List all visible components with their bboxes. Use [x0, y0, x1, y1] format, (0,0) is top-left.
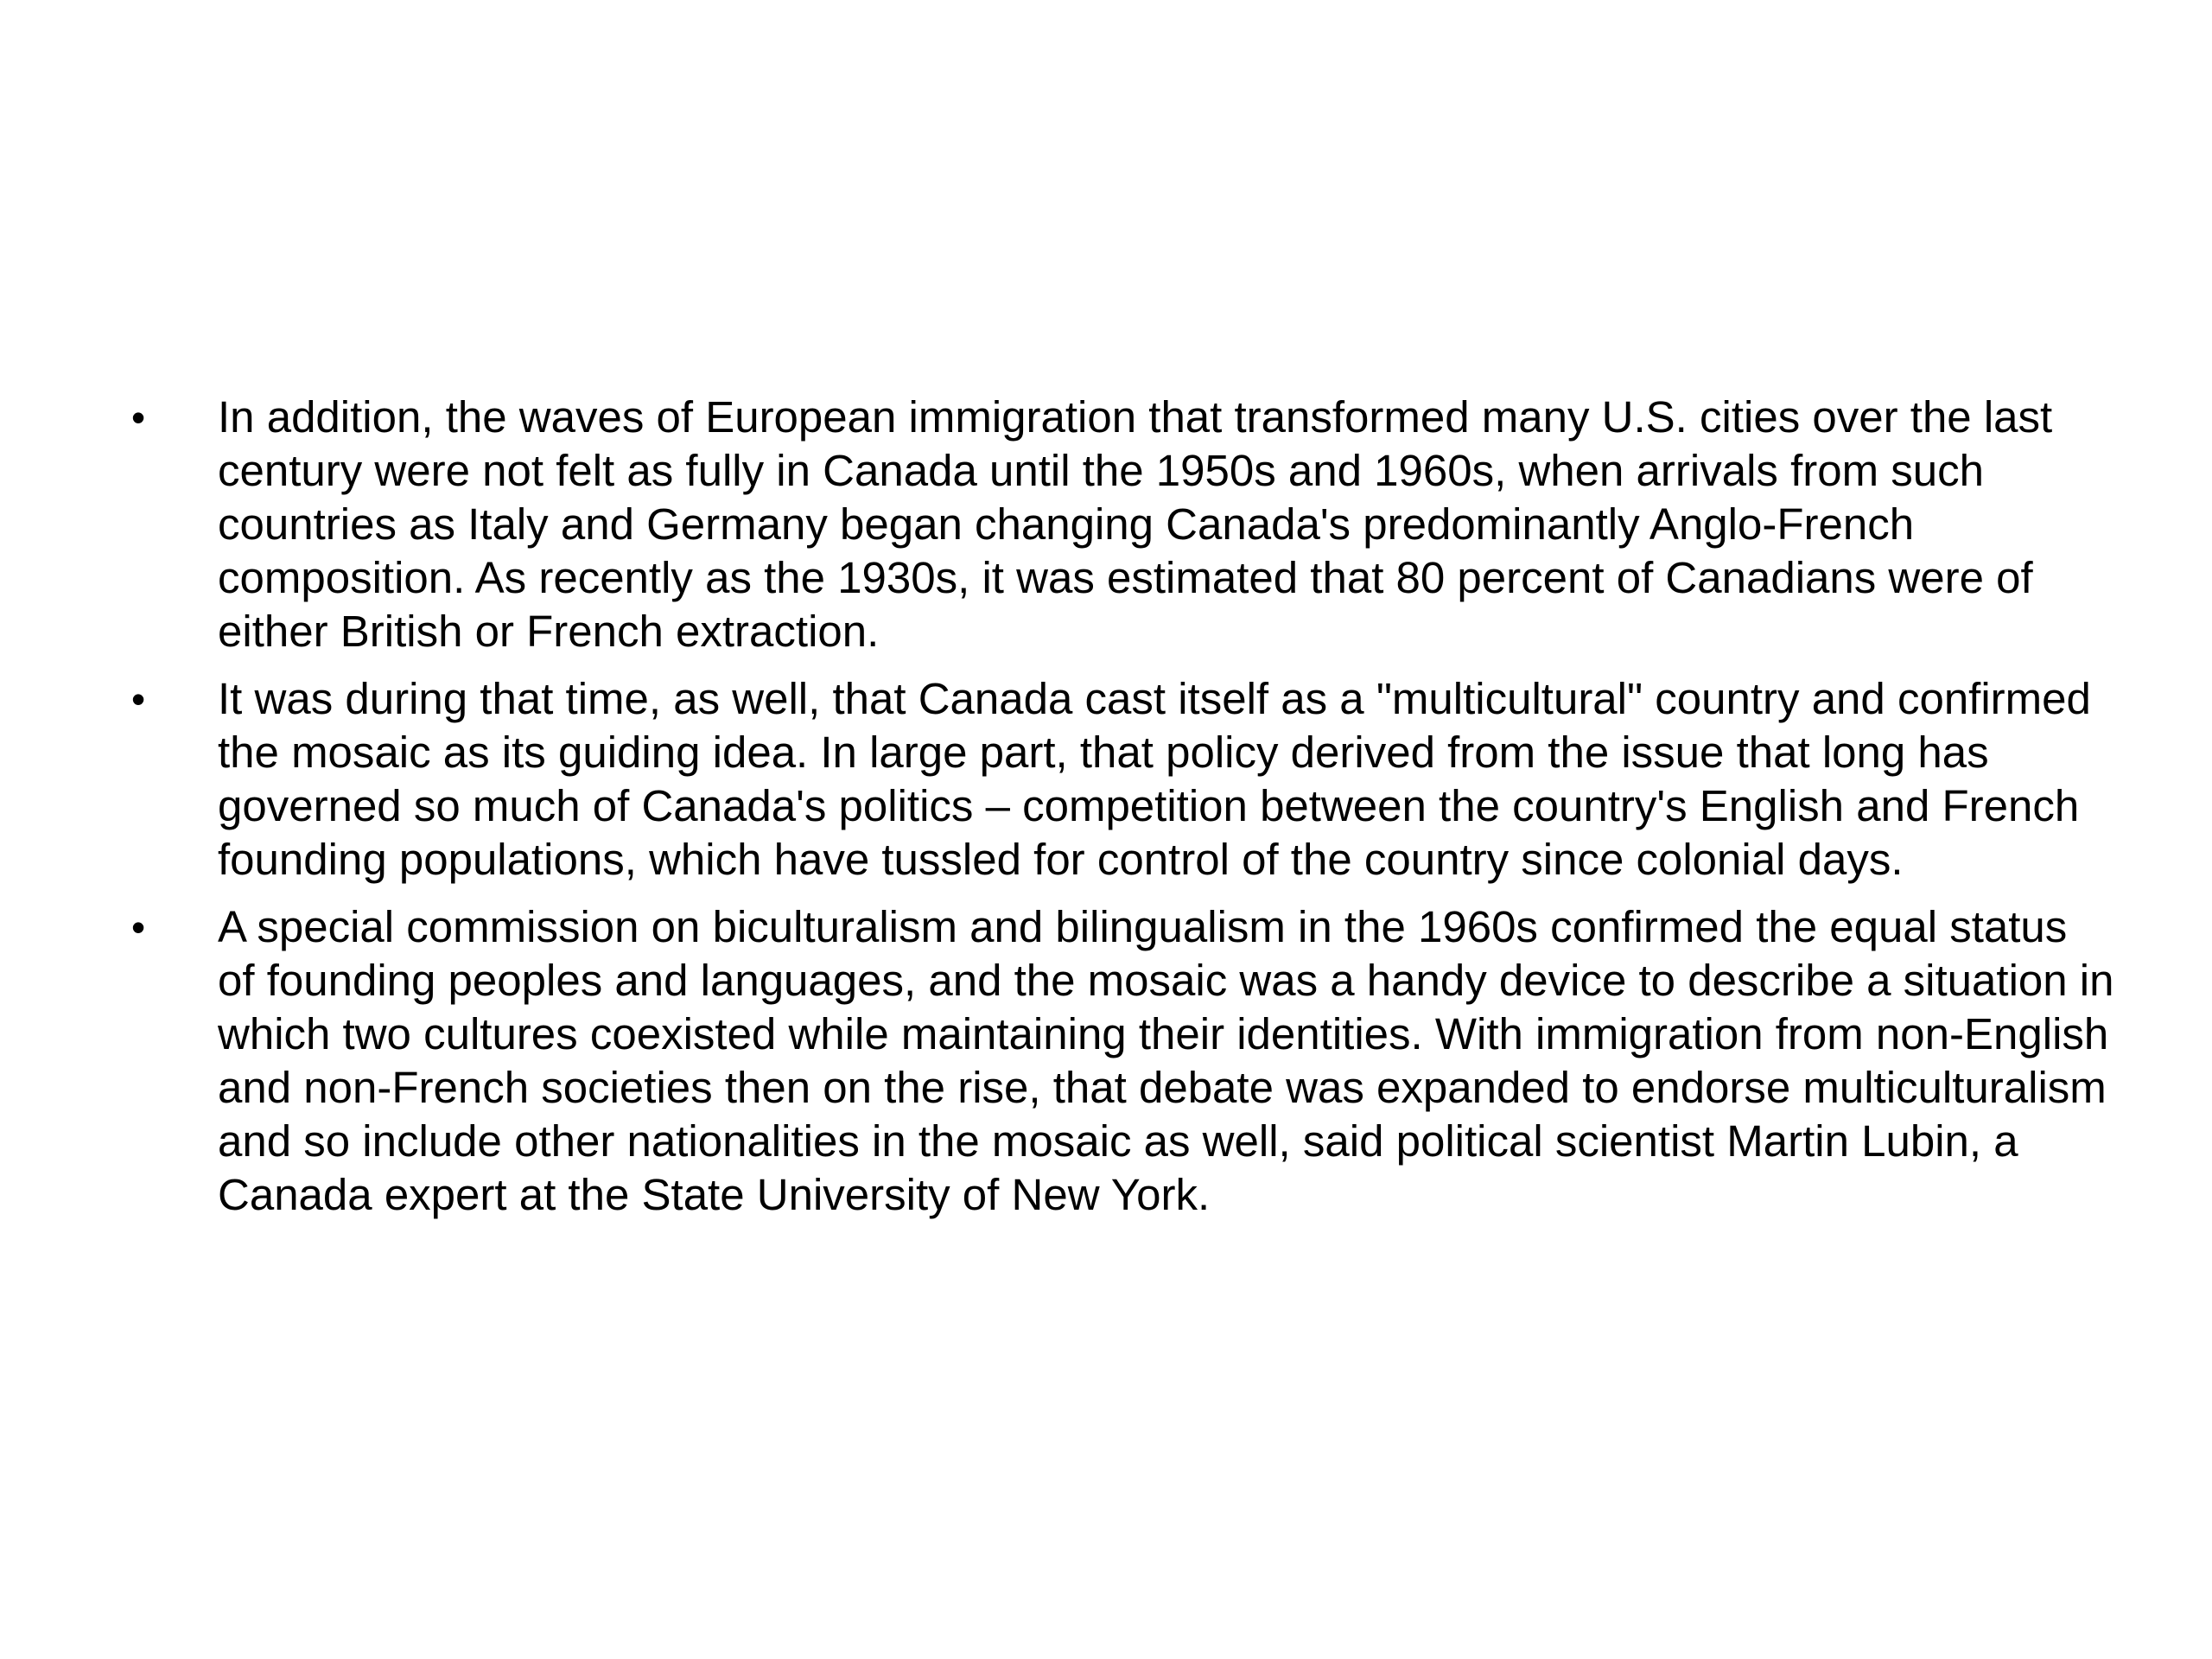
- bullet-text: In addition, the waves of European immigration that transformed many U.S. cities over the last century were not felt as fully in Canada until the 1950s and 1960s, when arrivals from such countries as Italy and Germany began changing Canada's predominantly Anglo-French composition. As recently as the 1930s, it was estimated that 80 percent of Canadians were of either British or French extraction.: [218, 392, 2053, 656]
- bullet-icon: •: [131, 905, 146, 950]
- bullet-item: [128, 391, 2115, 658]
- bullet-item: [128, 672, 2115, 887]
- bullet-icon: •: [131, 677, 146, 721]
- bullet-text: It was during that time, as well, that Canada cast itself as a "multicultural" country and confirmed the mosaic as its guiding idea. In large part, that policy derived from the issue that long has governed so much of Canada's politics – competition between the country's English and French founding populations, which have tussled for control of the country since colonial days.: [218, 674, 2091, 884]
- bullet-list: [128, 391, 2115, 1236]
- bullet-item: [128, 900, 2115, 1222]
- bullet-icon: •: [131, 395, 146, 440]
- bullet-text: A special commission on biculturalism and bilingualism in the 1960s confirmed the equal status of founding peoples and languages, and the mosaic was a handy device to describe a situation in which two cultures coexisted while maintaining their identities. With immigration from non-English and non-French societies then on the rise, that debate was expanded to endorse multiculturalism and so include other nationalities in the mosaic as well, said political scientist Martin Lubin, a Canada expert at the State University of New York.: [218, 902, 2114, 1219]
